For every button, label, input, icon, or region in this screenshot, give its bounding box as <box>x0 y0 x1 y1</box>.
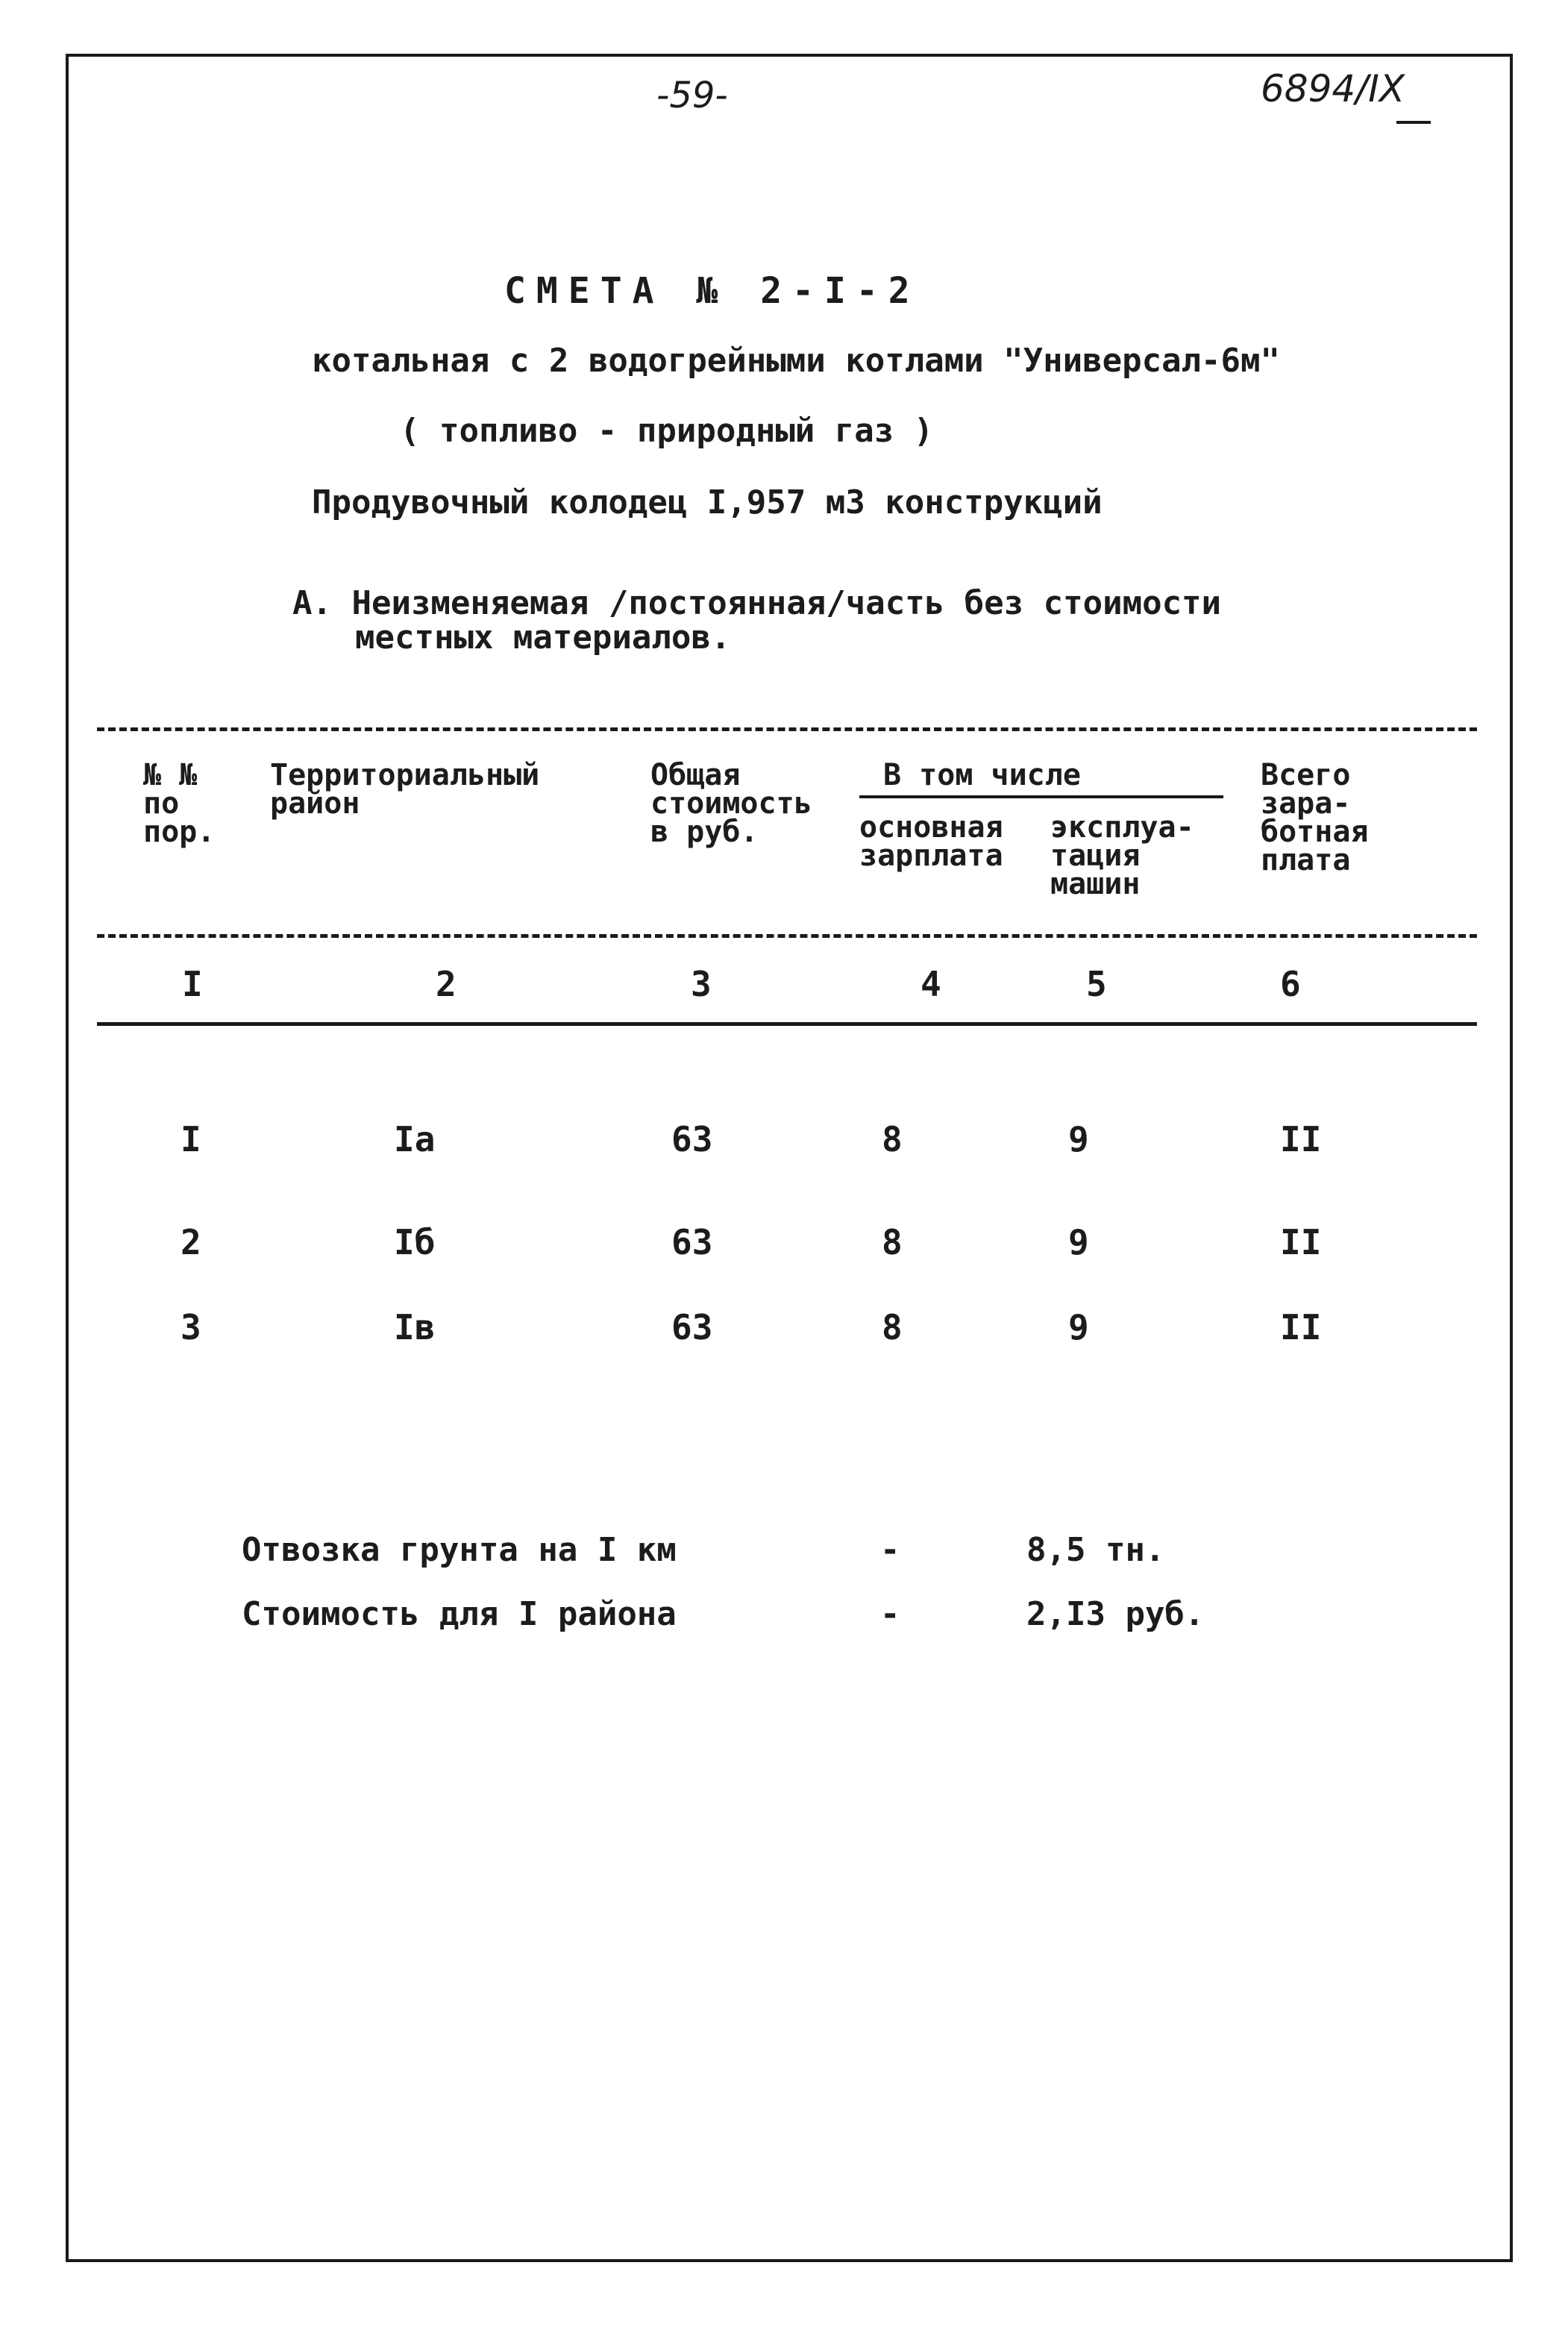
cell-district: Iа <box>394 1119 436 1159</box>
header-total-wages-line-1: Всего <box>1261 758 1351 792</box>
cell-base-salary: 8 <box>882 1307 903 1347</box>
header-bottom-rule <box>97 934 1477 938</box>
note-label: Стоимость для I района <box>242 1595 677 1633</box>
header-total-wages <box>1261 758 1369 877</box>
header-row-number <box>143 758 216 849</box>
cell-district: Iв <box>394 1307 436 1347</box>
note-dash: - <box>880 1531 900 1569</box>
cell-total-wages: II <box>1280 1119 1322 1159</box>
subtitle-fuel: ( топливо - природный газ ) <box>400 412 934 450</box>
header-row-number-line-3: пор. <box>143 815 216 849</box>
cell-total-cost: 63 <box>671 1222 713 1262</box>
section-a-line-1: А. Неизменяемая /постоянная/часть без стоимости <box>292 584 1222 622</box>
cell-total-cost: 63 <box>671 1307 713 1347</box>
document-reference: 6894/IX <box>1261 67 1405 110</box>
subtitle-boiler: котальная с 2 водогрейными котлами "Универсал-6м" <box>312 342 1281 380</box>
header-territorial-line-1: Территориальный <box>270 758 540 792</box>
section-a-line-2: местных материалов. <box>355 619 731 657</box>
cell-machine-operation: 9 <box>1068 1307 1089 1347</box>
estimate-title: СМЕТА № 2-I-2 <box>504 270 921 312</box>
cell-total-wages: II <box>1280 1222 1322 1262</box>
note-dash: - <box>880 1595 900 1633</box>
cell-total-cost: 63 <box>671 1119 713 1159</box>
header-base-salary <box>859 810 1003 873</box>
header-base-salary-line-2: зарплата <box>859 839 1003 873</box>
table-top-rule <box>97 727 1477 731</box>
header-row-number-line-2: по <box>143 786 180 821</box>
cell-machine-operation: 9 <box>1068 1119 1089 1159</box>
cell-district: Iб <box>394 1222 436 1262</box>
cell-machine-operation: 9 <box>1068 1222 1089 1262</box>
header-total-cost <box>650 758 812 849</box>
section-a-heading <box>292 586 1221 655</box>
group-header-underline <box>859 795 1223 798</box>
column-number: 2 <box>436 964 457 1004</box>
header-machine-operation <box>1050 810 1194 901</box>
header-row-number-line-1: № № <box>143 758 198 792</box>
column-number-rule <box>97 1022 1477 1026</box>
note-value: 8,5 тн. <box>1026 1531 1165 1569</box>
cell-row-number: 3 <box>181 1307 201 1347</box>
page-number: -59- <box>656 75 728 116</box>
document-reference-underline <box>1396 121 1431 124</box>
header-base-salary-line-1: основная <box>859 810 1003 845</box>
note-label: Отвозка грунта на I км <box>242 1531 677 1569</box>
header-total-wages-line-3: ботная <box>1261 815 1369 849</box>
cell-base-salary: 8 <box>882 1222 903 1262</box>
header-territorial-district <box>270 758 540 821</box>
header-total-wages-line-2: зара- <box>1261 786 1351 821</box>
header-total-cost-line-2: стоимость <box>650 786 812 821</box>
subtitle-well: Продувочный колодец I,957 м3 конструкций <box>312 483 1103 522</box>
column-number: 3 <box>691 964 712 1004</box>
header-total-cost-line-3: в руб. <box>650 815 759 849</box>
header-machine-operation-line-1: эксплуа- <box>1050 810 1194 845</box>
note-value: 2,I3 руб. <box>1026 1595 1205 1633</box>
header-machine-operation-line-3: машин <box>1050 867 1141 901</box>
cell-row-number: I <box>181 1119 201 1159</box>
header-total-cost-line-1: Общая <box>650 758 741 792</box>
column-number: 4 <box>921 964 941 1004</box>
column-number: 6 <box>1280 964 1301 1004</box>
column-number: I <box>182 964 203 1004</box>
header-machine-operation-line-2: тация <box>1050 839 1141 873</box>
header-group-including: В том числе <box>883 758 1081 792</box>
cell-row-number: 2 <box>181 1222 201 1262</box>
column-number: 5 <box>1086 964 1107 1004</box>
cell-base-salary: 8 <box>882 1119 903 1159</box>
header-total-wages-line-4: плата <box>1261 843 1351 877</box>
header-territorial-line-2: район <box>270 786 360 821</box>
cell-total-wages: II <box>1280 1307 1322 1347</box>
